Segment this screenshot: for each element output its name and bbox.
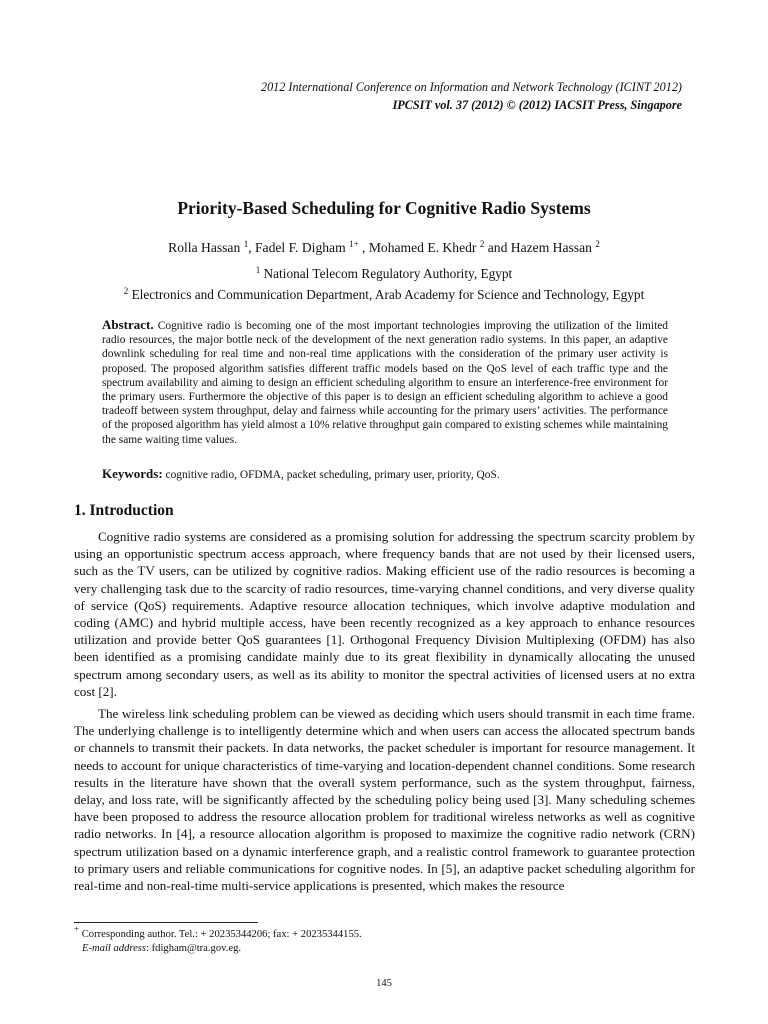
author-separator: , xyxy=(248,240,255,255)
email-address: : fdigham@tra.gov.eg. xyxy=(146,942,242,954)
abstract-text: Cognitive radio is becoming one of the most important technologies improving the utilization of the limited radio resources, the major bottle neck of the development of the next generation radio systems. In this paper, an adaptive downlink scheduling for real time and non-real time applications with the consideration of the primary user activity is proposed. The proposed algorithm satisfies different traffic models based on the QoS level of each traffic type and the spectrum availability and aiming to design an efficient scheduling algorithm to ensure an interference-free environment for the primary users. Furthermore the objective of this paper is to design an efficient scheduling algorithm to achieve a good tradeoff between system throughput, delay and fairness while accounting for the primary users’ activities. The performance of the proposed algorithm has yield almost a 10% relative throughput gain compared to existing schemes while maintaining the same waiting time values. xyxy=(102,320,668,446)
author-affiliation-mark: 2 xyxy=(595,239,600,249)
author-separator: and xyxy=(484,240,511,255)
footnote xyxy=(74,924,362,955)
author-name: Hazem Hassan xyxy=(510,240,592,255)
affiliation-text: Electronics and Communication Department, Arab Academy for Science and Technology, Egypt xyxy=(131,287,645,302)
footnote-marker: + xyxy=(74,924,80,934)
footnote-contact: Corresponding author. Tel.: + 20235344206; fax: + 20235344155. xyxy=(81,929,362,940)
author-affiliation-mark: 1+ xyxy=(349,239,359,249)
author-name: Mohamed E. Khedr xyxy=(368,240,477,255)
author-affiliation-mark: 2 xyxy=(479,239,485,249)
affiliation-mark: 1 xyxy=(255,265,261,275)
keywords-label: Keywords: xyxy=(102,466,163,481)
conference-name: 2012 International Conference on Information and Network Technology (ICINT 2012) xyxy=(260,80,682,94)
affiliation-2 xyxy=(0,287,768,303)
conference-header xyxy=(261,78,682,114)
paper-title: Priority-Based Scheduling for Cognitive Radio Systems xyxy=(177,198,591,218)
affiliation-1 xyxy=(0,266,768,282)
author-name: Rolla Hassan xyxy=(168,240,241,255)
page-number: 145 xyxy=(376,978,392,989)
author-list xyxy=(0,240,768,256)
author-affiliation-mark: 1 xyxy=(243,239,249,249)
publication-info: IPCSIT vol. 37 (2012) © (2012) IACSIT Press, Singapore xyxy=(392,98,682,112)
paragraph: The wireless link scheduling problem can be viewed as deciding which users should transmit in each time frame. The underlying challenge is to intelligently determine which and when users can access the allocated spectrum bands or channels to transmit their packets. In data networks, the packet scheduler is important for resource management. It needs to account for unique characteristics of time-varying and location-dependent channel conditions. Some research results in the literature have shown that the overall system performance, such as the system throughput, fairness, delay, and loss rate, will be significantly affected by the scheduling policy being used [3]. Many scheduling schemes have been proposed to address the resource allocation problem for traditional wireless networks as well as cognitive radio networks. In [4], a resource allocation algorithm is proposed to maximize the cognitive radio network (CRN) spectrum utilization based on a dynamic interference graph, and a realistic control framework to guarantee protection to primary users and reliable communications for cognitive nodes. In [5], an adaptive packet scheduling algorithm for real-time and non-real-time multi-service applications is presented, which makes the resource xyxy=(74,706,695,894)
section-heading: 1. Introduction xyxy=(74,502,174,519)
affiliation-text: National Telecom Regulatory Authority, Egypt xyxy=(263,266,513,281)
abstract-label: Abstract. xyxy=(102,317,154,332)
section-body xyxy=(74,528,695,899)
keywords-text: cognitive radio, OFDMA, packet scheduling, primary user, priority, QoS. xyxy=(165,469,500,481)
email-label: E-mail address xyxy=(82,942,147,954)
author-name: Fadel F. Digham xyxy=(254,240,346,255)
keywords xyxy=(102,466,668,482)
paragraph: Cognitive radio systems are considered as a promising solution for addressing the spectrum scarcity problem by using an opportunistic spectrum access approach, where frequency bands that are not used by their licensed users, such as the TV users, can be utilized by cognitive radios. Making efficient use of the radio resources is becoming a very challenging task due to the scarcity of radio resources, time-varying channel conditions, and very diverse quality of service (QoS) requirements. Adaptive resource allocation techniques, which involve adaptive modulation and coding (AMC) and hybrid multiple access, have been recently recognized as a key approach to enhance resources utilization and provide better QoS guarantees [1]. Orthogonal Frequency Division Multiplexing (OFDM) has also been identified as a promising candidate mainly due to its great flexibility in dynamically allocating the unused spectrum among secondary users, as well as its ability to monitor the spectral activities of licensed users at no extra cost [2]. xyxy=(74,529,695,699)
author-separator: , xyxy=(358,240,369,255)
affiliation-mark: 2 xyxy=(123,286,129,296)
footnote-divider xyxy=(74,922,258,923)
abstract xyxy=(102,318,668,447)
